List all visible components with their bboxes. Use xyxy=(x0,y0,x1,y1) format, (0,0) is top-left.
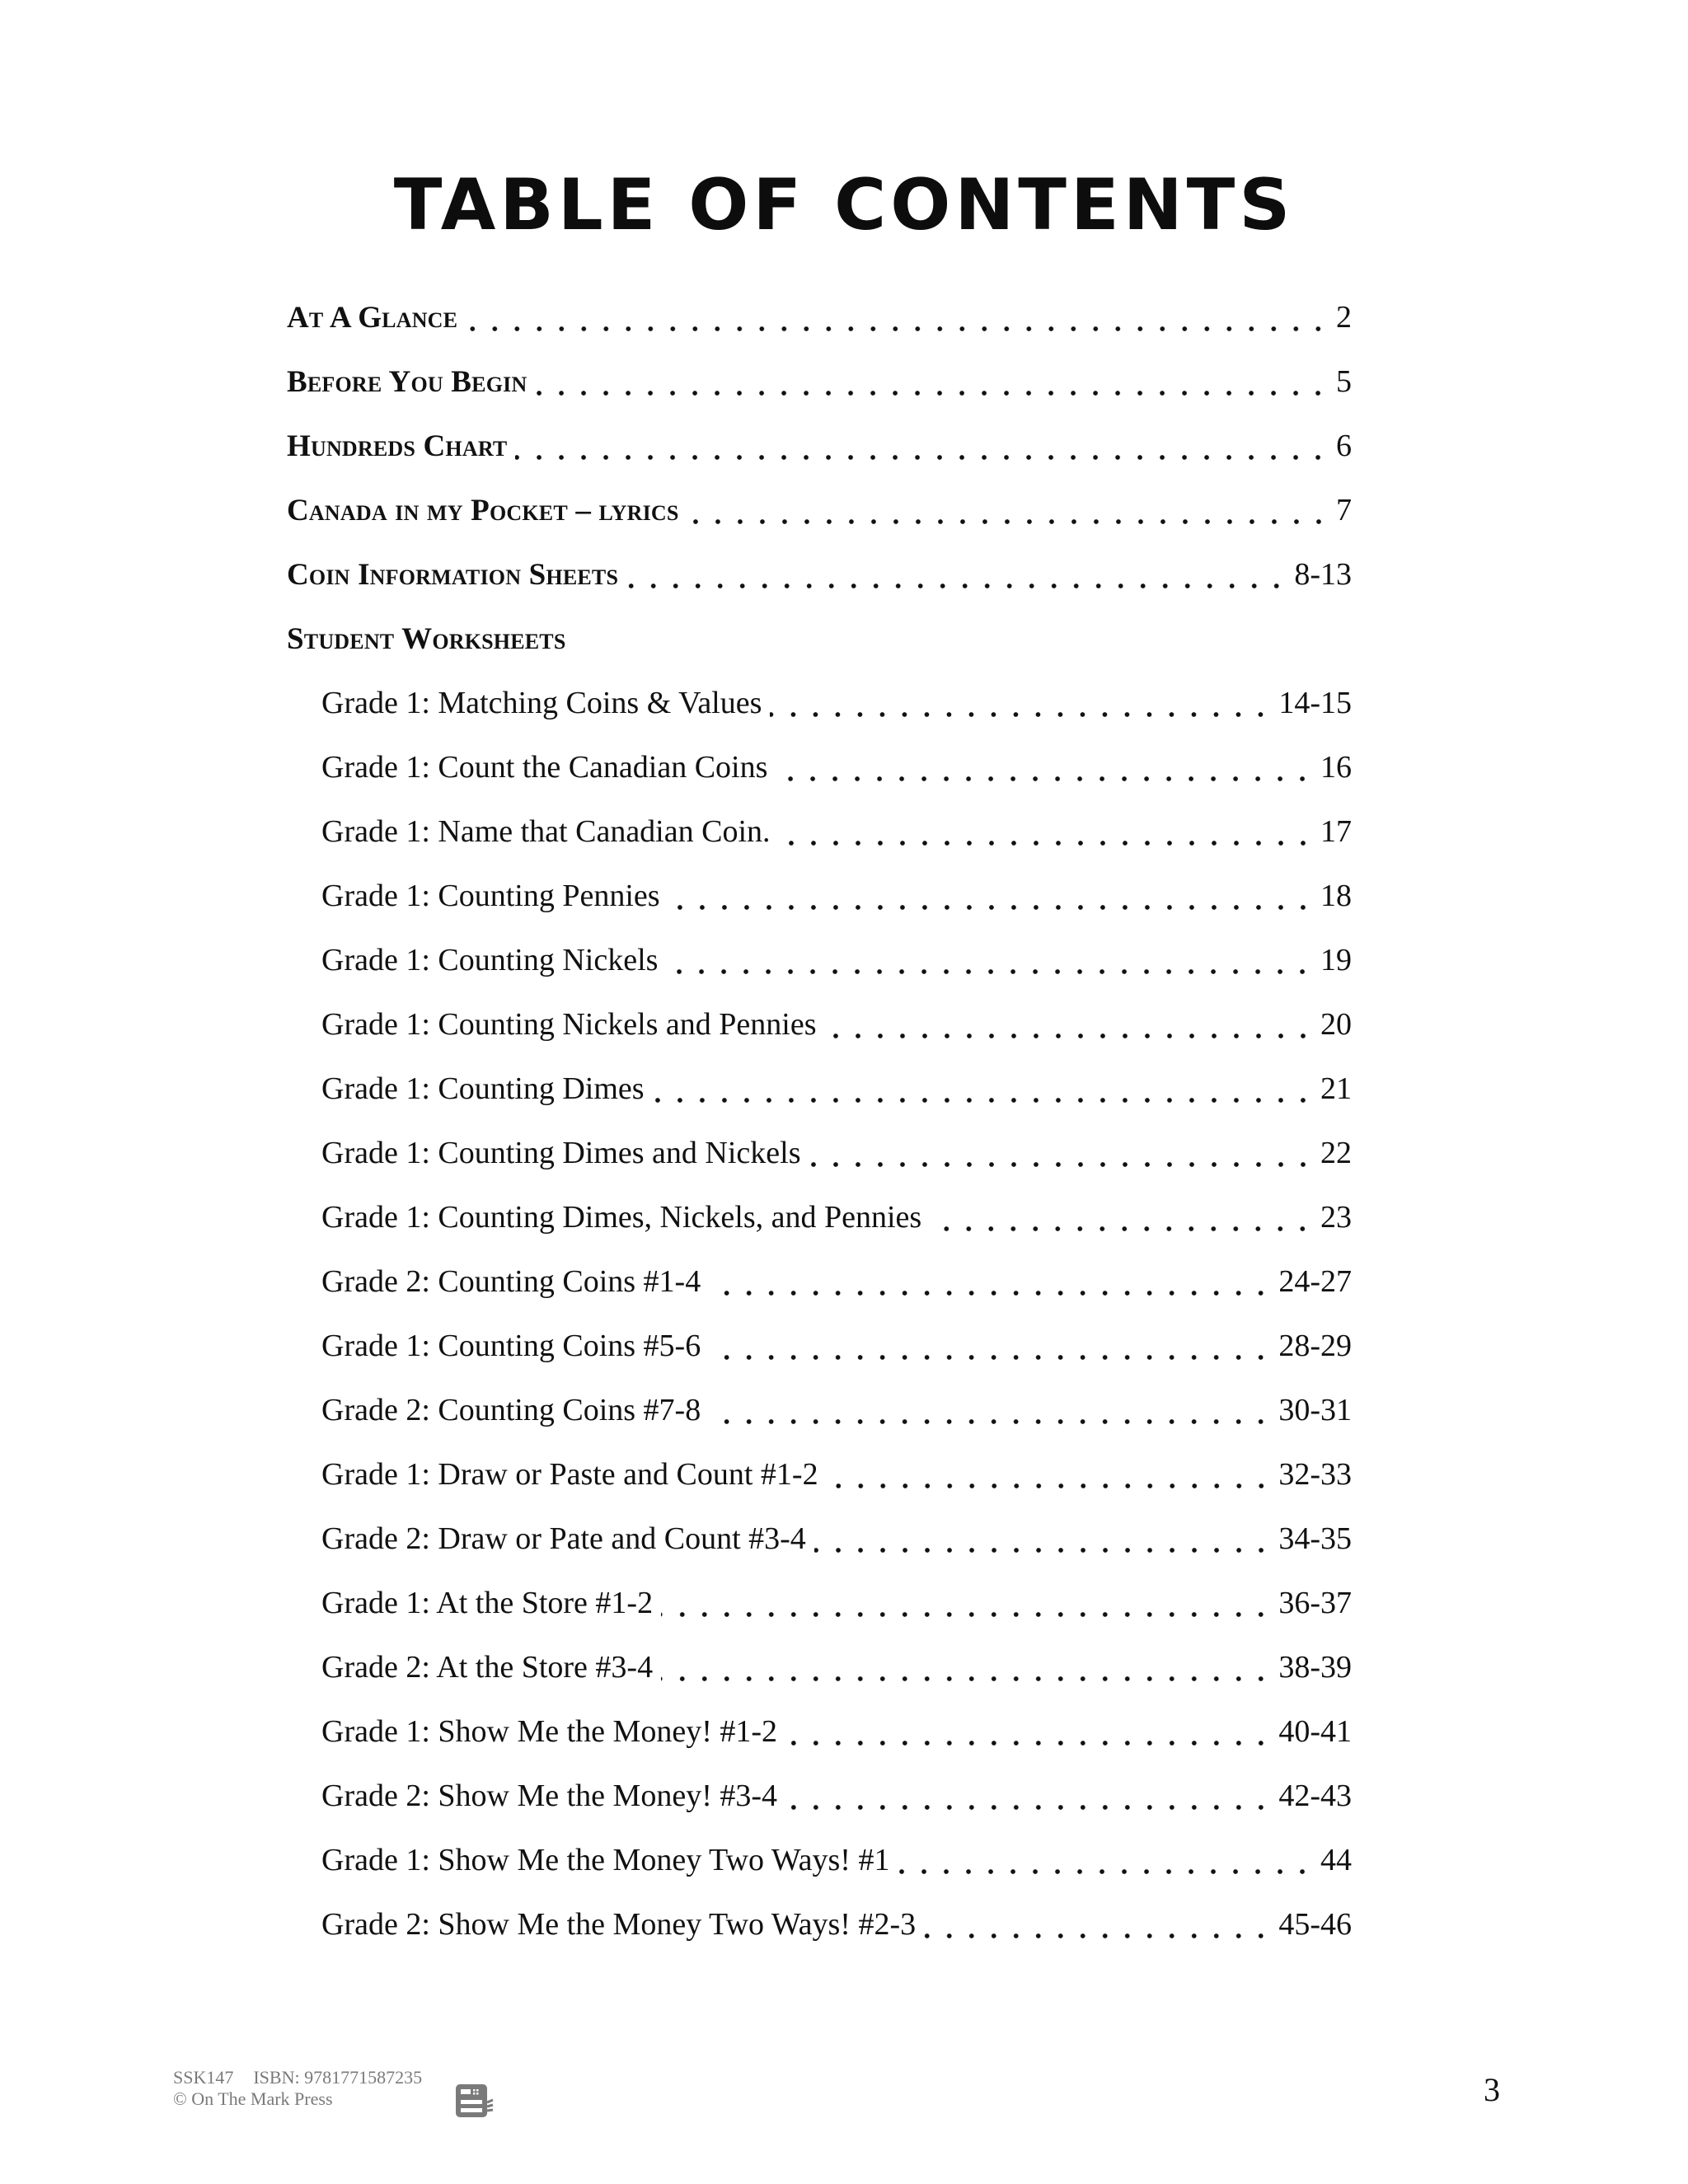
toc-entry-label: Grade 1: Counting Pennies xyxy=(321,880,668,923)
toc-entry-label: Grade 1: Matching Coins & Values xyxy=(321,687,770,730)
toc-entry-page: 28-29 xyxy=(1272,1330,1352,1373)
toc-entry-label: Grade 1: Name that Canadian Coin. xyxy=(321,816,779,859)
table-of-contents xyxy=(287,280,1352,1952)
toc-entry-page: 42-43 xyxy=(1272,1780,1352,1823)
dot-leader xyxy=(709,1266,1272,1297)
toc-entry-page: 44 xyxy=(1314,1844,1352,1887)
toc-entry-label: Coin Information Sheets xyxy=(287,560,626,602)
toc-entry-page: 2 xyxy=(1329,302,1352,344)
toc-entry-label: Before You Begin xyxy=(287,367,535,409)
dot-leader xyxy=(687,494,1329,526)
toc-entry-label: Grade 1: Counting Nickels and Pennies xyxy=(321,1009,825,1052)
toc-entry-hundreds-chart[interactable] xyxy=(287,409,1352,473)
toc-entry-page: 6 xyxy=(1329,430,1352,473)
toc-entry-label: Grade 2: Show Me the Money! #3-4 xyxy=(321,1780,785,1823)
dot-leader xyxy=(626,559,1287,590)
toc-entry[interactable] xyxy=(287,1694,1352,1759)
toc-entry-label: Grade 1: Counting Dimes and Nickels xyxy=(321,1137,809,1180)
dot-leader xyxy=(653,1073,1314,1104)
toc-entry-coin-information-sheets[interactable] xyxy=(287,537,1352,602)
toc-entry-label: Grade 1: Show Me the Money Two Ways! #1 xyxy=(321,1844,898,1887)
toc-entry-label: Grade 1: Show Me the Money! #1-2 xyxy=(321,1716,785,1759)
toc-entry-label: Grade 1: Draw or Paste and Count #1-2 xyxy=(321,1459,827,1502)
toc-entry-label: Grade 1: Counting Dimes xyxy=(321,1073,653,1116)
toc-entry-label: Grade 2: Show Me the Money Two Ways! #2-3 xyxy=(321,1909,924,1952)
toc-entry-label: Grade 1: Counting Nickels xyxy=(321,944,666,987)
toc-entry-page: 32-33 xyxy=(1272,1459,1352,1502)
toc-entry-page: 5 xyxy=(1329,366,1352,409)
dot-leader xyxy=(825,1009,1314,1040)
toc-entry-before-you-begin[interactable] xyxy=(287,344,1352,409)
toc-entry-page: 22 xyxy=(1314,1137,1352,1180)
toc-entry-label: Grade 1: At the Store #1-2 xyxy=(321,1587,661,1630)
dot-leader xyxy=(779,816,1314,847)
toc-entry-page: 17 xyxy=(1314,816,1352,859)
toc-entry[interactable] xyxy=(287,1759,1352,1823)
toc-entry-label: Grade 1: Count the Canadian Coins xyxy=(321,752,776,794)
toc-entry[interactable] xyxy=(287,859,1352,923)
dot-leader xyxy=(785,1780,1272,1811)
page-title: TABLE OF CONTENTS xyxy=(393,163,1295,246)
toc-entry[interactable] xyxy=(287,987,1352,1052)
toc-entry-page: 24-27 xyxy=(1272,1266,1352,1309)
toc-entry-label: Canada in my Pocket – lyrics xyxy=(287,495,687,537)
toc-entry[interactable] xyxy=(287,1052,1352,1116)
toc-entry-page: 20 xyxy=(1314,1009,1352,1052)
footer-publication-info xyxy=(173,2067,422,2088)
dot-leader xyxy=(466,302,1329,333)
dot-leader xyxy=(661,1587,1272,1619)
toc-entry-page: 40-41 xyxy=(1272,1716,1352,1759)
product-code: SSK147 xyxy=(173,2067,234,2088)
toc-entry-at-a-glance[interactable] xyxy=(287,280,1352,344)
dot-leader xyxy=(776,752,1314,783)
toc-entry[interactable] xyxy=(287,1244,1352,1309)
dot-leader xyxy=(668,880,1314,912)
toc-entry-label: Grade 1: Counting Dimes, Nickels, and Pennies xyxy=(321,1202,930,1244)
dot-leader xyxy=(785,1716,1272,1747)
toc-entry-page: 30-31 xyxy=(1272,1394,1352,1437)
toc-entry[interactable] xyxy=(287,1180,1352,1244)
toc-entry[interactable] xyxy=(287,666,1352,730)
dot-leader xyxy=(535,366,1329,397)
toc-entry-label: Grade 2: Counting Coins #7-8 xyxy=(321,1394,709,1437)
toc-entry[interactable] xyxy=(287,730,1352,794)
toc-entry[interactable] xyxy=(287,1502,1352,1566)
toc-entry[interactable] xyxy=(287,1566,1352,1630)
dot-leader xyxy=(809,1137,1314,1169)
copyright: © On The Mark Press xyxy=(173,2088,333,2109)
toc-entry[interactable] xyxy=(287,923,1352,987)
toc-entry-label: Hundreds Chart xyxy=(287,431,515,473)
toc-entry-page: 21 xyxy=(1314,1073,1352,1116)
toc-entry-page: 14-15 xyxy=(1272,687,1352,730)
page-number: 3 xyxy=(1484,2071,1500,2108)
toc-entry[interactable] xyxy=(287,1887,1352,1952)
toc-entry[interactable] xyxy=(287,1823,1352,1887)
toc-entry[interactable] xyxy=(287,1309,1352,1373)
toc-entry[interactable] xyxy=(287,794,1352,859)
toc-entry-page: 8-13 xyxy=(1287,559,1352,602)
dot-leader xyxy=(898,1844,1314,1876)
dot-leader xyxy=(709,1394,1272,1426)
toc-entry-page: 45-46 xyxy=(1272,1909,1352,1952)
footer xyxy=(173,2067,422,2110)
toc-entry-page: 18 xyxy=(1314,880,1352,923)
toc-entry-page: 7 xyxy=(1329,494,1352,537)
toc-entry-page: 38-39 xyxy=(1272,1652,1352,1694)
section-heading: Student Worksheets xyxy=(287,624,574,666)
toc-entry-page: 16 xyxy=(1314,752,1352,794)
dot-leader xyxy=(666,944,1314,976)
toc-entry[interactable] xyxy=(287,1437,1352,1502)
toc-entry[interactable] xyxy=(287,1373,1352,1437)
toc-entry[interactable] xyxy=(287,1630,1352,1694)
dot-leader xyxy=(827,1459,1273,1490)
toc-entry-label: At A Glance xyxy=(287,302,466,344)
dot-leader xyxy=(814,1523,1273,1554)
toc-entry[interactable] xyxy=(287,1116,1352,1180)
toc-entry-page: 36-37 xyxy=(1272,1587,1352,1630)
dot-leader xyxy=(924,1909,1272,1940)
dot-leader xyxy=(770,687,1272,719)
isbn: ISBN: 9781771587235 xyxy=(253,2067,423,2088)
toc-entry-page: 23 xyxy=(1314,1202,1352,1244)
dot-leader xyxy=(515,430,1329,462)
toc-entry-label: Grade 1: Counting Coins #5-6 xyxy=(321,1330,709,1373)
toc-entry-label: Grade 2: At the Store #3-4 xyxy=(321,1652,661,1694)
toc-entry-page: 19 xyxy=(1314,944,1352,987)
toc-entry-label: Grade 2: Draw or Pate and Count #3-4 xyxy=(321,1523,814,1566)
toc-entry-label: Grade 2: Counting Coins #1-4 xyxy=(321,1266,709,1309)
toc-entry-page: 34-35 xyxy=(1272,1523,1352,1566)
toc-section-student-worksheets xyxy=(287,602,1352,666)
dot-leader xyxy=(709,1330,1272,1361)
dot-leader xyxy=(661,1652,1272,1683)
toc-entry-canada-lyrics[interactable] xyxy=(287,473,1352,537)
printer-icon xyxy=(455,2083,495,2119)
dot-leader xyxy=(930,1202,1314,1233)
